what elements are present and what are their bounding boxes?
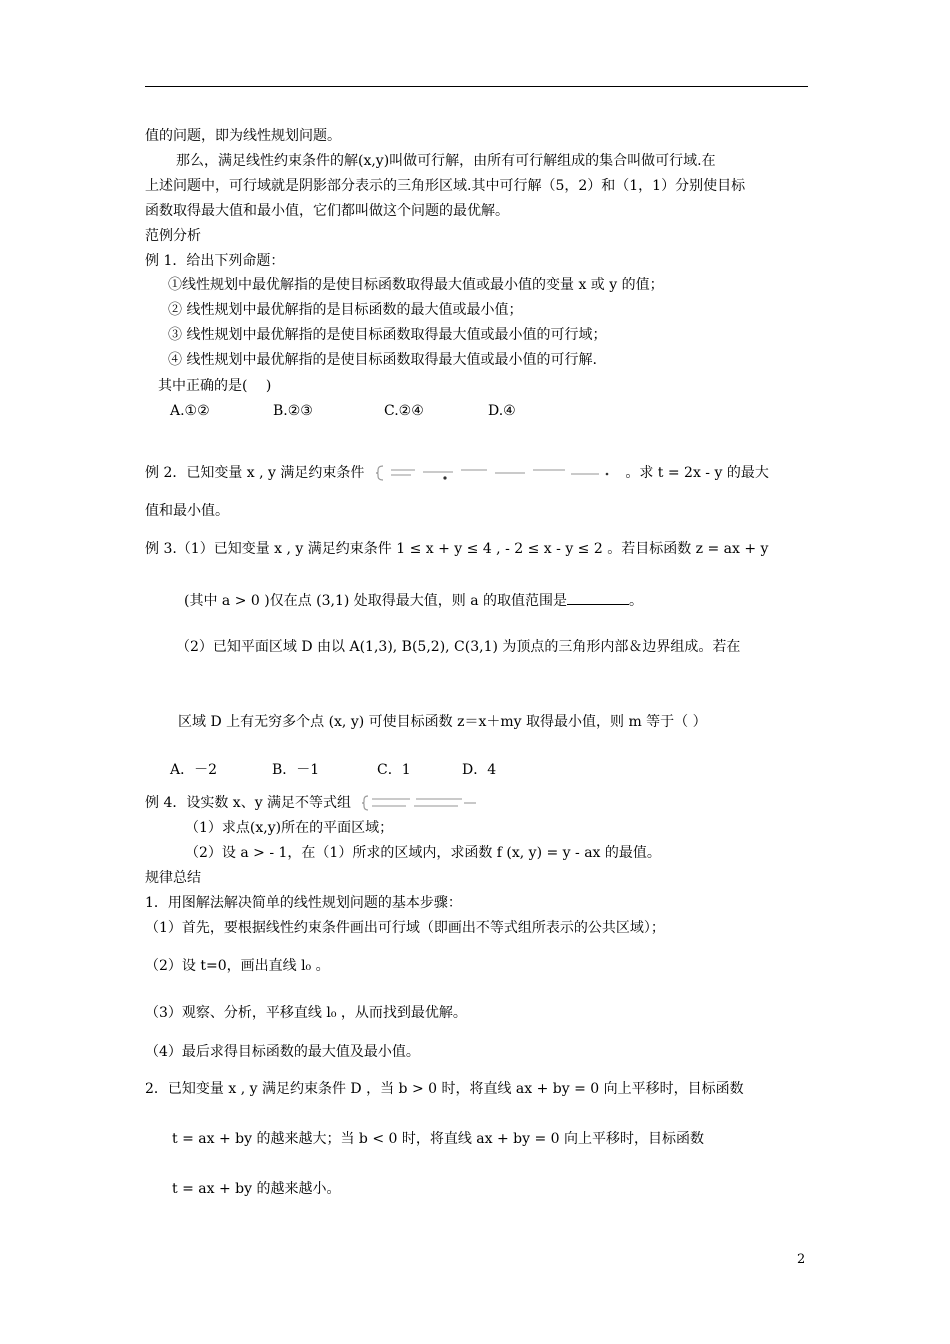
page-number: 2 xyxy=(797,1252,806,1267)
example-3-part-1-line-2 xyxy=(184,590,643,611)
summary-2-line-2: t = ax + by 的越来越大；当 b < 0 时，将直线 ax + by = 0 向上平移时，目标函数 xyxy=(172,1131,705,1147)
example-2-objective: 。求 t = 2x - y 的最大 xyxy=(625,465,769,481)
example-3-choice-d: D．4 xyxy=(462,762,497,778)
summary-1-heading: 1．用图解法解决简单的线性规划问题的基本步骤： xyxy=(145,895,462,911)
inequality-system-image xyxy=(362,795,482,811)
example-1-choice-c: C.②④ xyxy=(384,403,424,419)
example-1-choice-a: A.①② xyxy=(170,403,210,419)
example-3-part-1-line-1: 例 3.（1）已知变量 x , y 满足约束条件 1 ≤ x + y ≤ 4 , - 2 ≤ x - y ≤ 2 。若目标函数 z = ax + y xyxy=(145,541,769,557)
example-1-question: 其中正确的是( ) xyxy=(158,378,272,394)
summary-step-2: （2）设 t=0，画出直线 l₀ 。 xyxy=(145,958,330,974)
example-3-part-1-text: (其中 a > 0 )仅在点 (3,1) 处取得最大值，则 a 的取值范围是 xyxy=(184,593,568,609)
constraint-system-image xyxy=(375,465,615,481)
example-4-heading: 例 4．设实数 x、y 满足不等式组 xyxy=(145,795,352,811)
summary-2-line-3: t = ax + by 的越来越小。 xyxy=(172,1181,341,1197)
example-1-option-1: ①线性规划中最优解指的是使目标函数取得最大值或最小值的变量 x 或 y 的值； xyxy=(168,277,664,293)
example-3-part-2-line-1: （2）已知平面区域 D 由以 A(1,3), B(5,2), C(3,1) 为顶点的三角形内部＆边界组成。若在 xyxy=(176,639,741,655)
example-2-line-2: 值和最小值。 xyxy=(145,503,229,519)
example-3-choice-a: A．－2 xyxy=(170,762,218,778)
example-1-choice-b: B.②③ xyxy=(273,403,313,419)
example-2-line-1 xyxy=(145,463,769,483)
example-1-option-2: ② 线性规划中最优解指的是目标函数的最大值或最小值； xyxy=(168,302,523,318)
intro-line-1: 值的问题，即为线性规划问题。 xyxy=(145,128,341,144)
example-1-option-3: ③ 线性规划中最优解指的是使目标函数取得最大值或最小值的可行域； xyxy=(168,327,607,343)
example-1-choice-d: D.④ xyxy=(488,403,516,419)
example-4-part-1: （1）求点(x,y)所在的平面区域； xyxy=(185,820,394,836)
example-3-part-2-line-2: 区域 D 上有无穷多个点 (x, y) 可使目标函数 z＝x＋my 取得最小值，则 m 等于（ ） xyxy=(178,714,707,730)
intro-line-2: 那么，满足线性约束条件的解(x,y)叫做可行解，由所有可行解组成的集合叫做可行域.在 xyxy=(176,153,716,169)
example-4-part-2: （2）设 a > - 1，在（1）所求的区域内，求函数 f (x, y) = y - ax 的最值。 xyxy=(185,845,661,861)
example-3-choice-c: C．1 xyxy=(377,762,411,778)
intro-line-4: 函数取得最大值和最小值，它们都叫做这个问题的最优解。 xyxy=(145,203,509,219)
section-examples-heading: 范例分析 xyxy=(145,228,201,244)
answer-blank xyxy=(567,590,629,605)
intro-line-3: 上述问题中，可行域就是阴影部分表示的三角形区域.其中可行解（5，2）和（1，1）分别使目标 xyxy=(145,178,746,194)
summary-step-3: （3）观察、分析，平移直线 l₀ ，从而找到最优解。 xyxy=(145,1005,467,1021)
summary-step-1: （1）首先，要根据线性约束条件画出可行域（即画出不等式组所表示的公共区域）； xyxy=(145,920,665,936)
example-4-heading-line xyxy=(145,793,488,813)
example-1-heading: 例 1．给出下列命题： xyxy=(145,253,285,269)
summary-step-4: （4）最后求得目标函数的最大值及最小值。 xyxy=(145,1044,420,1060)
example-1-option-4: ④ 线性规划中最优解指的是使目标函数取得最大值或最小值的可行解. xyxy=(168,352,597,368)
example-2-prefix: 例 2．已知变量 x , y 满足约束条件 xyxy=(145,465,365,481)
example-3-part-1-end: 。 xyxy=(629,593,644,609)
summary-2-line-1: 2．已知变量 x , y 满足约束条件 D ，当 b > 0 时，将直线 ax + by = 0 向上平移时，目标函数 xyxy=(145,1081,744,1097)
header-rule xyxy=(145,86,808,87)
example-3-choice-b: B．－1 xyxy=(272,762,320,778)
section-summary-heading: 规律总结 xyxy=(145,870,201,886)
